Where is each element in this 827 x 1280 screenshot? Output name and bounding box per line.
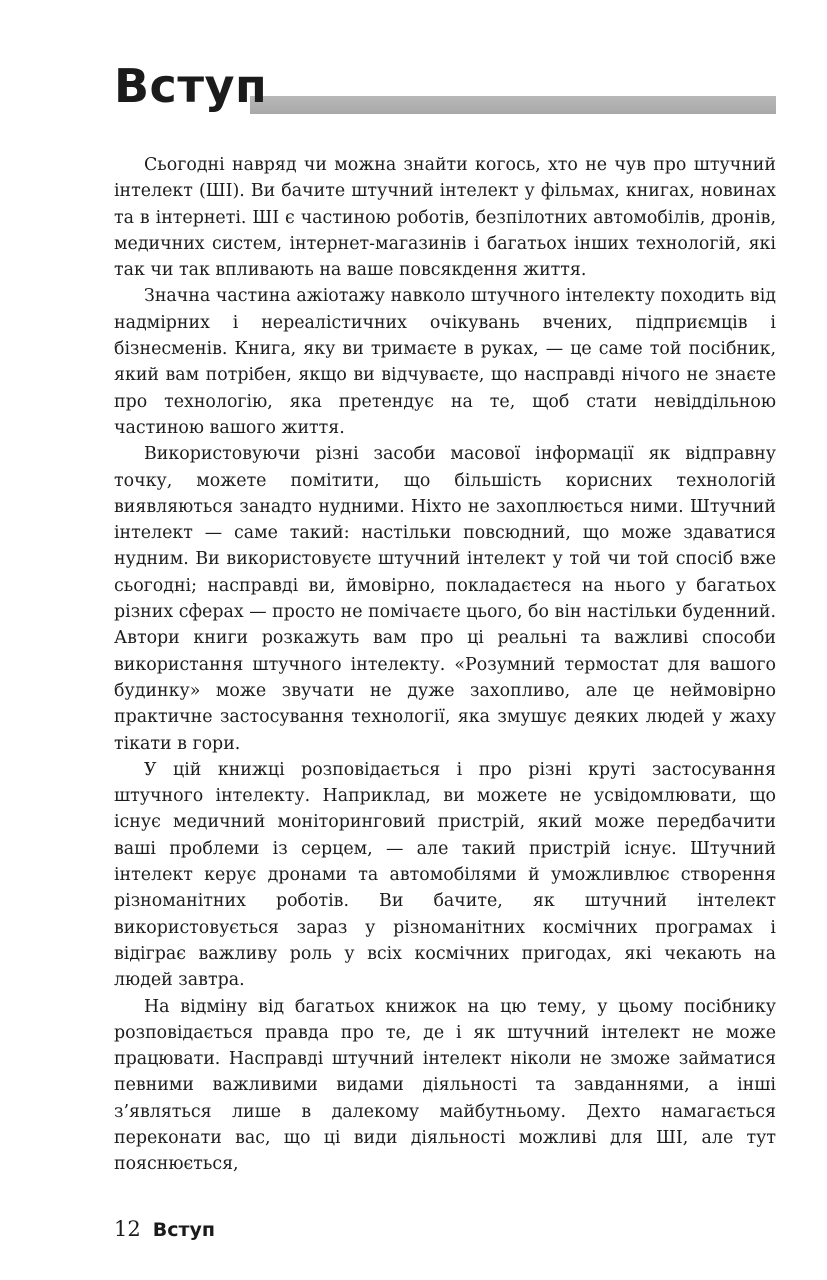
page-footer: [114, 1214, 215, 1244]
chapter-heading: [112, 58, 776, 120]
running-head: Вступ: [152, 1219, 216, 1241]
body-text: [114, 152, 776, 1178]
paragraph: Використовуючи різні засоби масової інформації як відправну точку, можете помітити, що більшість корисних технологій виявляються занадто нудними. Ніхто не захоплюється ними. Штучний інтелект — саме такий: настільки повсюдний, що може здаватися нудним. Ви використовуєте штучний інтелект у той чи той спосіб вже сьогодні; насправді ви, ймовірно, покладаєтеся на нього у багатьох різних сферах — просто не помічаєте цього, бо він настільки буденний. Автори книги розкажуть вам про ці реальні та важливі способи використання штучного інтелекту. «Розумний термостат для вашого будинку» може звучати не дуже захопливо, але це неймовірно практичне застосування технології, яка змушує деяких людей у жаху тікати в гори.: [114, 444, 776, 754]
heading-rule: [250, 96, 776, 114]
paragraph: Сьогодні навряд чи можна знайти когось, хто не чув про штучний інтелект (ШІ). Ви бачите штучний інтелект у фільмах, книгах, новинах та в інтернеті. ШІ є частиною роботів, безпілотних автомобілів, дронів, медичних систем, інтернет-магазинів і багатьох інших технологій, які так чи так впливають на ваше повсякдення життя.: [114, 155, 776, 281]
paragraph: На відміну від багатьох книжок на цю тему, у цьому посібнику розповідається правда про те, де і як штучний інтелект не може працювати. Насправді штучний інтелект ніколи не зможе займатися певними важливими видами діяльності та завданнями, а інші з’являться лише в далекому майбутньому. Дехто намагається переконати вас, що ці види діяльності можливі для ШІ, але тут пояснюється,: [114, 996, 776, 1175]
paragraph: У цій книжці розповідається і про різні круті застосування штучного інтелекту. Наприклад, ви можете не усвідомлювати, що існує медичний моніторинговий пристрій, який може передбачити ваші проблеми із серцем, — але такий пристрій існує. Штучний інтелект керує дронами та автомобілями й уможливлює створення різноманітних роботів. Ви бачите, як штучний інтелект використовується зараз у різноманітних космічних програмах і відіграє важливу роль у всіх космічних пригодах, які чекають на людей завтра.: [114, 759, 776, 991]
page-number: 12: [114, 1217, 141, 1241]
paragraph: Значна частина ажіотажу навколо штучного інтелекту походить від надмірних і нереалістичних очікувань вчених, підприємців і бізнесменів. Книга, яку ви тримаєте в руках, — це саме той посібник, який вам потрібен, якщо ви відчуваєте, що насправді нічого не знаєте про технологію, яка претендує на те, щоб стати невіддільною частиною вашого життя.: [114, 286, 776, 438]
chapter-title: Вступ: [114, 59, 268, 113]
